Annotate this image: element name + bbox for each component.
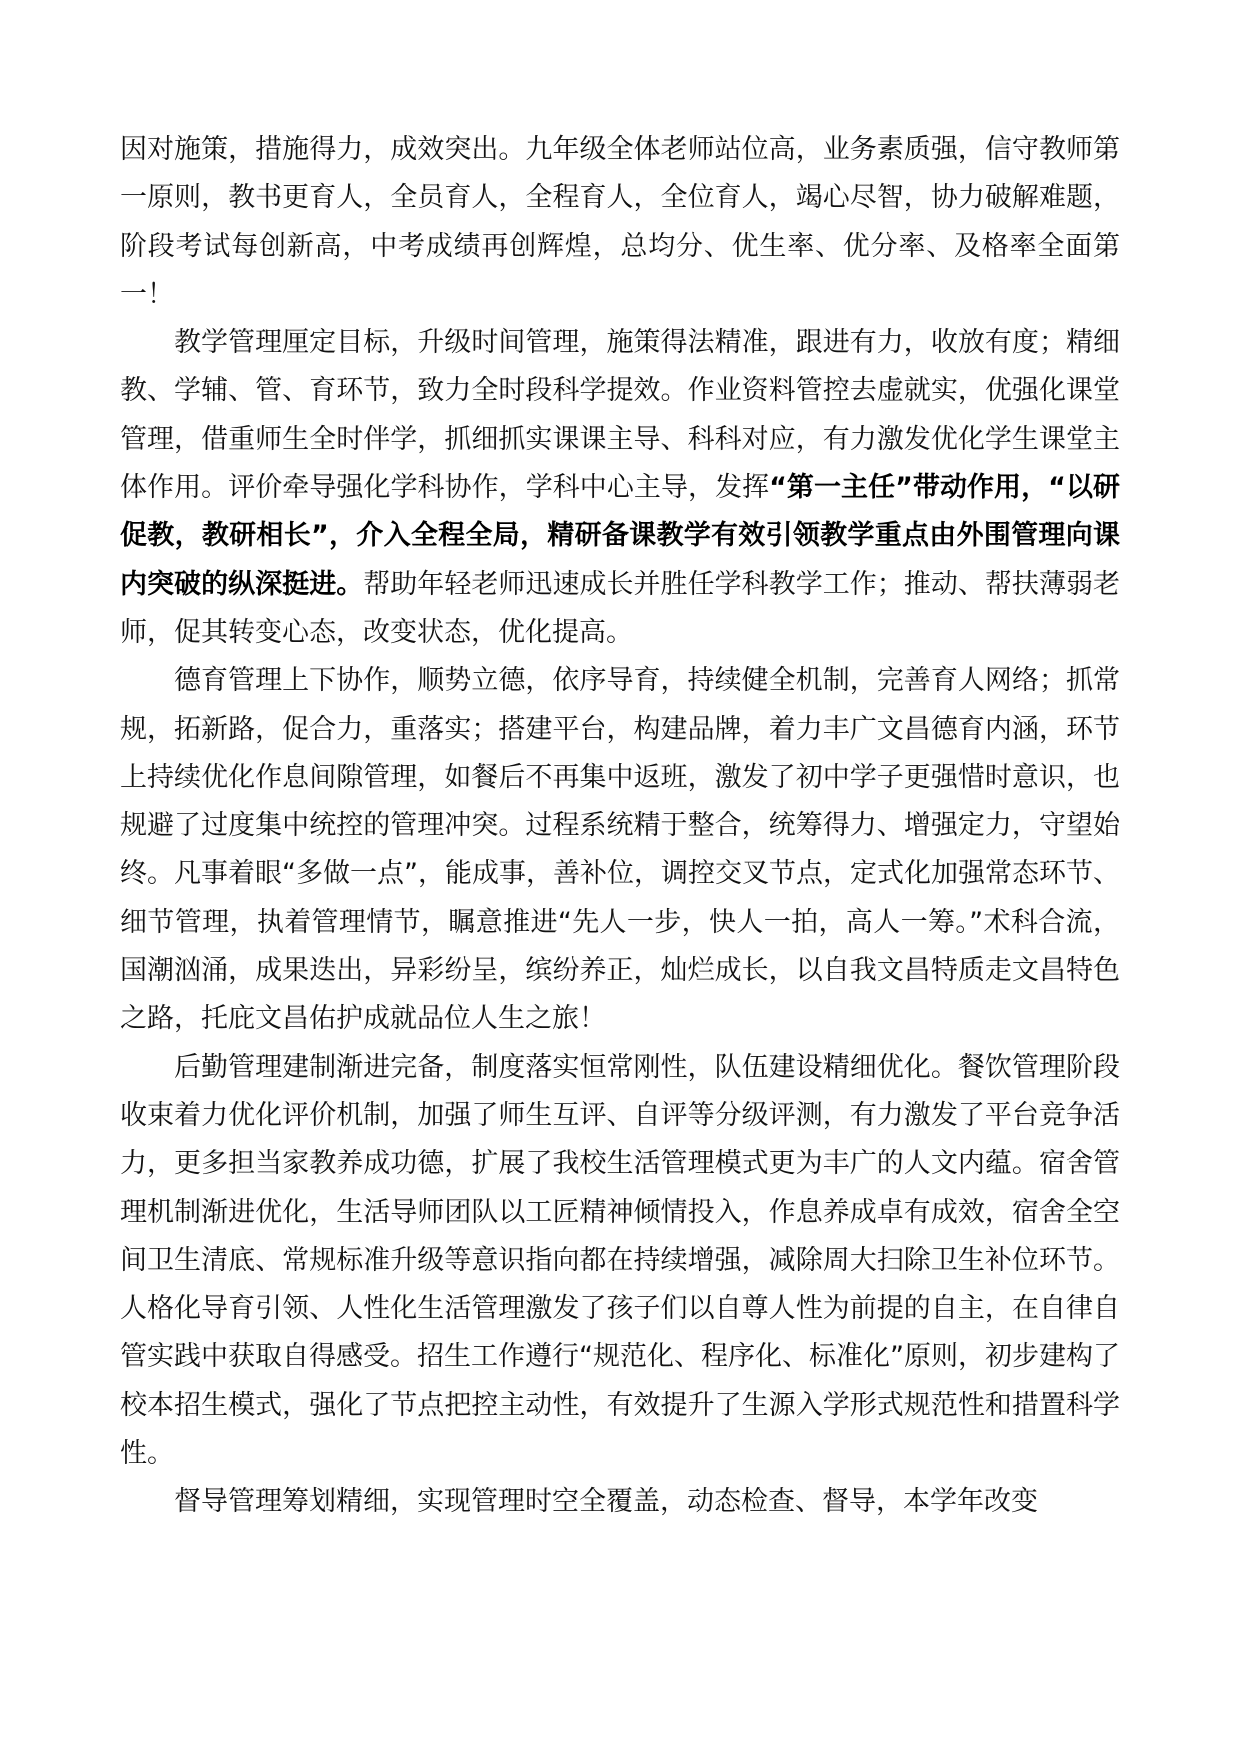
paragraph-text: 帮助年轻老师迅速成长并胜任学科教学工作；推动、帮扶薄弱老师，促其转变心态，改变状态，优化提高。 (120, 568, 1120, 648)
paragraph-text: 因对施策，措施得力，成效突出。九年级全体老师站位高，业务素质强，信守教师第一原则，教书更育人，全员育人，全程育人，全位育人，竭心尽智，协力破解难题，阶段考试每创新高，中考成绩再创辉煌，总均分、优生率、优分率、及格率全面第一！ (120, 134, 1120, 310)
bold-highlight: “第一主任”带动作用，“以研促教，教研相长”，介入全程全局，精研备课教学有效引领教学重点由外围管理向课内突破的纵深挺进。 (120, 472, 1120, 600)
paragraph-supervision-management (120, 1478, 1120, 1526)
paragraph-text: 教学管理厘定目标，升级时间管理，施策得法精准，跟进有力，收放有度；精细教、学辅、管、育环节，致力全时段科学提效。作业资料管控去虚就实，优强化课堂管理，借重师生全时伴学，抓细抓实课课主导、科科对应，有力激发优化学生课堂主体作用。评价牵导强化学科协作，学科中心主导，发挥 (120, 327, 1120, 504)
paragraph-continued (120, 126, 1120, 319)
paragraph-logistics-management (120, 1044, 1120, 1479)
paragraph-moral-education (120, 657, 1120, 1043)
paragraph-text: 德育管理上下协作，顺势立德，依序导育，持续健全机制，完善育人网络；抓常规，拓新路，促合力，重落实；搭建平台，构建品牌，着力丰广文昌德育内涵，环节上持续优化作息间隙管理，如餐后不再集中返班，激发了初中学子更强惜时意识，也规避了过度集中统控的管理冲突。过程系统精于整合，统筹得力、增强定力，守望始终。凡事着眼“多做一点”，能成事，善补位，调控交叉节点，定式化加强常态环节、细节管理，执着管理情节，瞩意推进“先人一步，快人一拍，高人一筹。”术科合流，国潮汹涌，成果迭出，异彩纷呈，缤纷养正，灿烂成长，以自我文昌特质走文昌特色之路，托庇文昌佑护成就品位人生之旅！ (120, 665, 1120, 1035)
paragraph-text: 督导管理筹划精细，实现管理时空全覆盖，动态检查、督导，本学年改变 (174, 1486, 1038, 1518)
paragraph-teaching-management (120, 319, 1120, 657)
paragraph-text: 后勤管理建制渐进完备，制度落实恒常刚性，队伍建设精细优化。餐饮管理阶段收束着力优化评价机制，加强了师生互评、自评等分级评测，有力激发了平台竞争活力，更多担当家教养成功德，扩展了我校生活管理模式更为丰广的人文内蕴。宿舍管理机制渐进优化，生活导师团队以工匠精神倾情投入，作息养成卓有成效，宿舍全空间卫生清底、常规标准升级等意识指向都在持续增强，减除周大扫除卫生补位环节。人格化导育引领、人性化生活管理激发了孩子们以自尊人性为前提的自主，在自律自管实践中获取自得感受。招生工作遵行“规范化、程序化、标准化”原则，初步建构了校本招生模式，强化了节点把控主动性，有效提升了生源入学形式规范性和措置科学性。 (120, 1051, 1120, 1470)
document-body (120, 126, 1120, 1527)
